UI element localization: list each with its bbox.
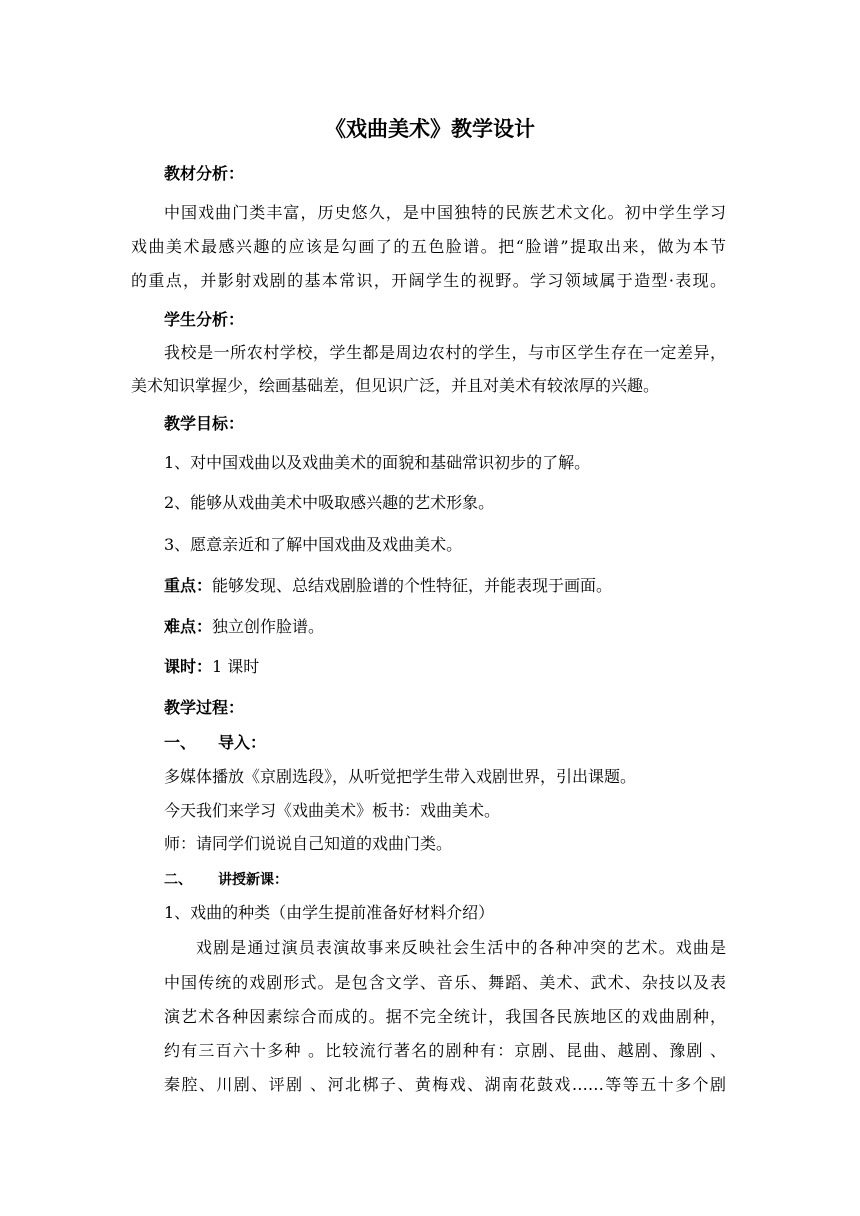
section-2-line-1: 戏剧是通过演员表演故事来反映社会生活中的各种冲突的艺术。戏曲是: [196, 938, 726, 957]
material-analysis-line-1: 中国戏曲门类丰富，历史悠久，是中国独特的民族艺术文化。初中学生学习: [164, 203, 726, 222]
objective-item-3: 3、愿意亲近和了解中国戏曲及戏曲美术。: [164, 535, 463, 554]
section-1-line-1: 多媒体播放《京剧选段》，从听觉把学生带入戏剧世界，引出课题。: [164, 767, 637, 786]
material-analysis-line-3: 的重点，并影射戏剧的基本常识，开阔学生的视野。学习领域属于造型·表现。: [131, 271, 726, 290]
objective-item-1: 1、对中国戏曲以及戏曲美术的面貌和基础常识初步的了解。: [164, 453, 591, 472]
section-2-line-5: 秦腔、川剧、评剧 、河北梆子、黄梅戏、湖南花鼓戏……等等五十多个剧: [164, 1075, 726, 1094]
key-point: [164, 576, 612, 596]
student-analysis-line-1: 我校是一所农村学校，学生都是周边农村的学生，与市区学生存在一定差异，: [164, 343, 726, 362]
class-hours-text: 1 课时: [212, 657, 260, 676]
page-title: 《戏曲美术》教学设计: [325, 117, 535, 141]
material-analysis-line-2: 戏曲美术最感兴趣的应该是勾画了的五色脸谱。把“脸谱”提取出来，做为本节: [131, 237, 726, 256]
difficulty: [164, 617, 324, 637]
section-2-number: 二、: [164, 872, 192, 888]
section-1-number: 一、: [164, 733, 197, 752]
section-1-line-2: 今天我们来学习《戏曲美术》板书：戏曲美术。: [164, 801, 501, 820]
section-2-line-3: 演艺术各种因素综合而成的。据不完全统计，我国各民族地区的戏曲剧种，: [164, 1007, 726, 1026]
section-2-line-2: 中国传统的戏剧形式。是包含文学、音乐、舞蹈、美术、武术、杂技以及表: [164, 973, 726, 992]
section-2-subheading: 1、戏曲的种类（由学生提前准备好材料介绍）: [164, 903, 495, 922]
objective-item-2: 2、能够从戏曲美术中吸取感兴趣的艺术形象。: [164, 493, 495, 512]
objectives-heading: 教学目标：: [164, 414, 245, 433]
student-analysis-line-2: 美术知识掌握少，绘画基础差，但见识广泛，并且对美术有较浓厚的兴趣。: [131, 376, 660, 395]
section-2-line-4: 约有三百六十多种 。比较流行著名的剧种有：京剧、昆曲、越剧、豫剧 、: [164, 1041, 726, 1060]
material-analysis-heading: 教材分析：: [164, 164, 245, 183]
difficulty-label: 难点：: [164, 617, 213, 636]
difficulty-text: 独立创作脸谱。: [212, 617, 325, 636]
class-hours: [164, 657, 259, 677]
section-1-title: 导入：: [218, 733, 267, 752]
section-1-line-3: 师：请同学们说说自己知道的戏曲门类。: [164, 834, 453, 853]
key-point-text: 能够发现、总结戏剧脸谱的个性特征，并能表现于画面。: [212, 576, 613, 595]
key-point-label: 重点：: [164, 576, 213, 595]
student-analysis-heading: 学生分析：: [164, 310, 245, 329]
section-2-title: 讲授新课：: [218, 872, 288, 888]
class-hours-label: 课时：: [164, 657, 213, 676]
process-heading: 教学过程：: [164, 698, 245, 717]
